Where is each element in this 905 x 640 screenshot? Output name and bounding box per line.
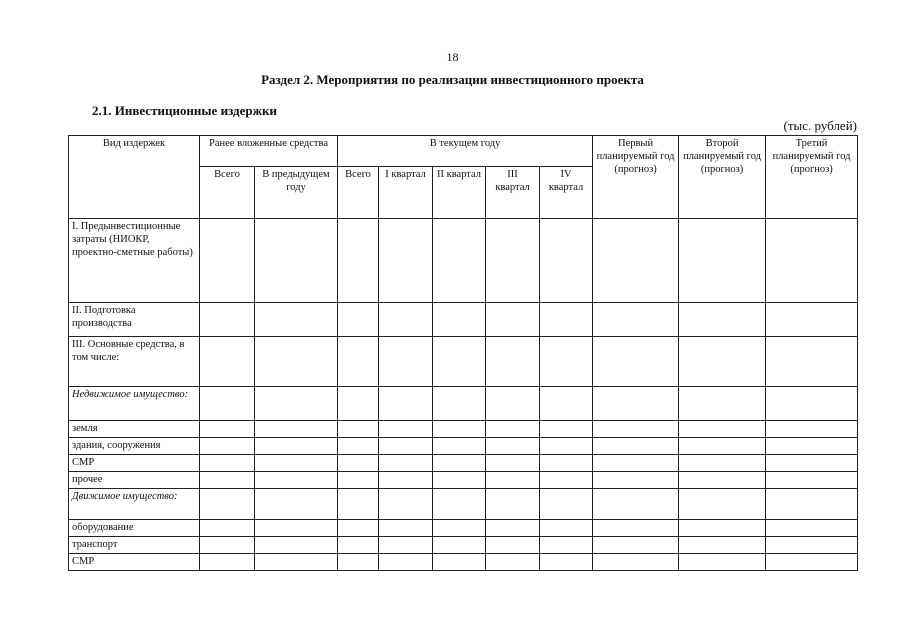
table-row	[69, 537, 858, 554]
table-row	[69, 520, 858, 537]
header-q1: I квартал	[379, 167, 433, 219]
row-label: СМР	[69, 455, 200, 472]
table-row	[69, 303, 858, 337]
row-label: III. Основные средства, в том числе:	[69, 337, 200, 387]
header-first-planned-year: Первый планируемый год (прогноз)	[593, 136, 679, 219]
table-row	[69, 438, 858, 455]
units-note: (тыс. рублей)	[783, 118, 857, 133]
table-row	[69, 472, 858, 489]
row-label: здания, сооружения	[69, 438, 200, 455]
row-label: оборудование	[69, 520, 200, 537]
table-row	[69, 489, 858, 520]
table-row	[69, 455, 858, 472]
header-previously-invested: Ранее вложенные средства	[200, 136, 338, 167]
row-label: земля	[69, 421, 200, 438]
investment-costs-table	[68, 135, 858, 571]
table-row	[69, 387, 858, 421]
section-title: Раздел 2. Мероприятия по реализации инвестиционного проекта	[261, 72, 644, 87]
header-current-total: Всего	[338, 167, 379, 219]
page-number: 18	[446, 50, 459, 64]
row-label: транспорт	[69, 537, 200, 554]
header-prev-last-year: В предыдущем году	[255, 167, 338, 219]
header-prev-total: Всего	[200, 167, 255, 219]
header-q3: III квартал	[486, 167, 540, 219]
row-label: Движимое имущество:	[69, 489, 200, 520]
header-q2: II квартал	[433, 167, 486, 219]
header-second-planned-year: Второй планируемый год (прогноз)	[679, 136, 766, 219]
header-cost-type: Вид издержек	[69, 136, 200, 219]
row-label: СМР	[69, 554, 200, 571]
row-label: II. Подготовка производства	[69, 303, 200, 337]
header-third-planned-year: Третий планируемый год (прогноз)	[766, 136, 858, 219]
row-label: I. Предынвестиционные затраты (НИОКР, проектно-сметные работы)	[69, 219, 200, 303]
table-row	[69, 554, 858, 571]
table-row	[69, 337, 858, 387]
table-row	[69, 421, 858, 438]
header-current-year: В текущем году	[338, 136, 593, 167]
table-row	[69, 219, 858, 303]
row-label: прочее	[69, 472, 200, 489]
subsection-title: 2.1. Инвестиционные издержки	[92, 103, 278, 118]
row-label: Недвижимое имущество:	[69, 387, 200, 421]
header-q4: IV квартал	[540, 167, 593, 219]
